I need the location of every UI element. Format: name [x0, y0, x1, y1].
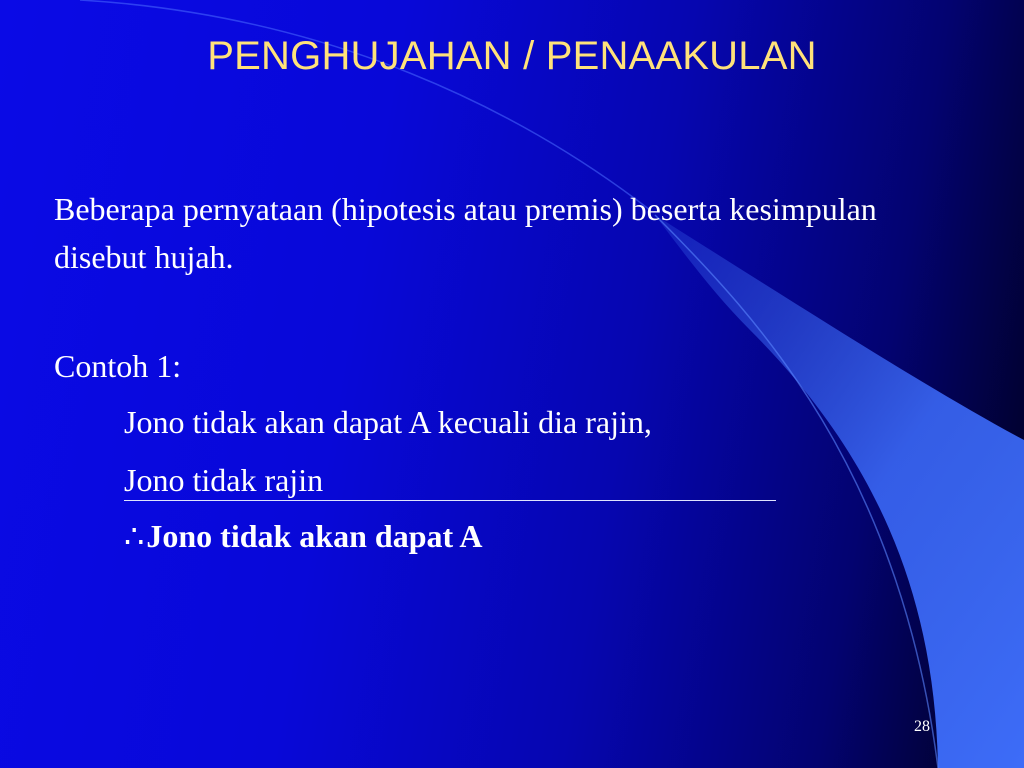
example-label: Contoh 1:	[54, 348, 182, 384]
premise-2: Jono tidak rajin	[124, 462, 324, 498]
conclusion-text: Jono tidak akan dapat A	[146, 518, 483, 554]
page-number: 28	[914, 718, 930, 735]
therefore-symbol: ∴	[124, 518, 145, 554]
conclusion-divider	[124, 500, 776, 501]
premise-1: Jono tidak akan dapat A kecuali dia rajin,	[124, 404, 652, 440]
slide-title: PENGHUJAHAN / PENAAKULAN	[207, 34, 817, 78]
conclusion-line	[124, 520, 482, 552]
intro-paragraph: Beberapa pernyataan (hipotesis atau premis) beserta kesimpulan disebut hujah.	[54, 191, 877, 275]
